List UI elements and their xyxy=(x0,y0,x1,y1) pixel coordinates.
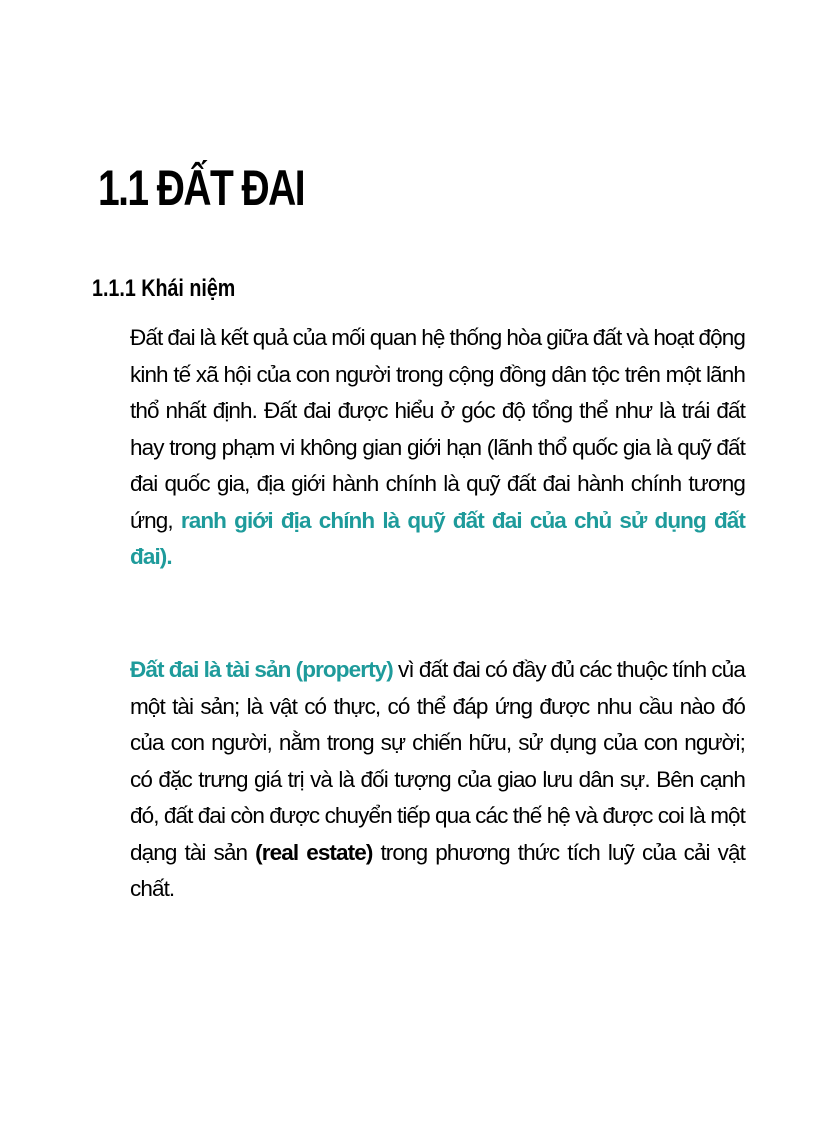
definition-paragraph xyxy=(130,320,745,576)
property-paragraph xyxy=(130,652,745,908)
page-title: 1.1 ĐẤT ĐAI xyxy=(98,160,305,216)
paragraph-text: vì đất đai có đầy đủ các thuộc tính của một tài sản; là vật có thực, có thể đáp ứng được nhu cầu nào đó của con người, nằm trong sự chiến hữu, sử dụng của con người; có đặc trưng giá trị và là đối tượng của giao lưu dân sự. Bên cạnh đó, đất đai còn được chuyển tiếp qua các thế hệ và được coi là một dạng tài sản xyxy=(130,657,745,865)
bold-term: (real estate) xyxy=(255,839,373,865)
paragraph-text: trong phương thức tích luỹ của cải vật chất. xyxy=(130,839,745,901)
highlighted-text: ranh giới địa chính là quỹ đất đai của chủ sử dụng đất đai). xyxy=(130,507,746,569)
paragraph-text: Đất đai là kết quả của mối quan hệ thống hòa giữa đất và hoạt động kinh tế xã hội của con người trong cộng đồng dân tộc trên một lãnh thổ nhất định. Đất đai được hiểu ở góc độ tổng thể như là trái đất hay trong phạm vi không gian giới hạn (lãnh thổ quốc gia là quỹ đất đai quốc gia, địa giới hành chính là quỹ đất đai hành chính tương ứng, xyxy=(130,325,745,533)
highlighted-text: Đất đai là tài sản (property) xyxy=(130,657,393,682)
section-heading: 1.1.1 Khái niệm xyxy=(92,275,236,302)
